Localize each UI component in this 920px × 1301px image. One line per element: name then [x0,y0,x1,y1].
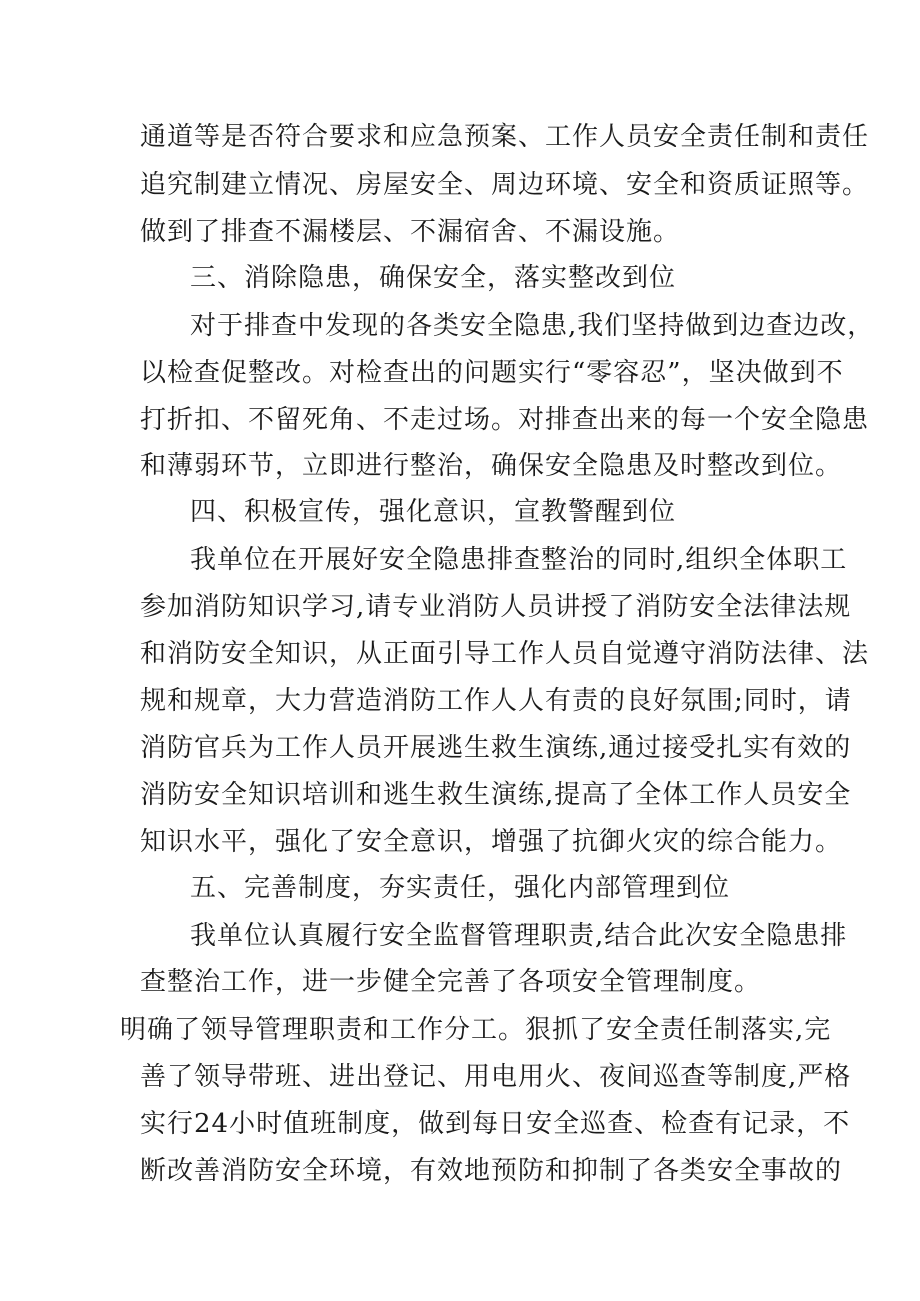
text-line: 通道等是否符合要求和应急预案、工作人员安全责任制和责任 [140,122,870,152]
text-line: 追究制建立情况、房屋安全、周边环境、安全和资质证照等。 [140,170,870,200]
text-line: 参加消防知识学习,请专业消防人员讲授了消防安全法律法规 [140,592,852,622]
section-heading-3: 三、消除隐患，确保安全，落实整改到位 [190,263,677,293]
text-line: 查整治工作，进一步健全完善了各项安全管理制度。 [140,967,762,997]
text-line: 规和规章，大力营造消防工作人人有责的良好氛围;同时，请 [140,686,852,716]
text-line: 我单位认真履行安全监督管理职责,结合此次安全隐患排 [190,921,848,951]
section-heading-5: 五、完善制度，夯实责任，强化内部管理到位 [190,873,731,903]
text-line: 以检查促整改。对检查出的问题实行“零容忍”，坚决做到不 [140,358,844,388]
text-line: 消防官兵为工作人员开展逃生救生演练,通过接受扎实有效的 [140,733,852,763]
text-line: 我单位在开展好安全隐患排查整治的同时,组织全体职工 [190,545,848,575]
text-line: 实行24小时值班制度，做到每日安全巡查、检查有记录，不 [140,1109,851,1139]
text-line: 知识水平，强化了安全意识，增强了抗御火灾的综合能力。 [140,827,843,857]
text-line: 打折扣、不留死角、不走过场。对排查出来的每一个安全隐患 [140,405,870,435]
text-line: 断改善消防安全环境，有效地预防和抑制了各类安全事故的 [140,1156,843,1186]
text-line: 善了领导带班、进出登记、用电用火、夜间巡查等制度,严格 [140,1062,852,1092]
text-line: 做到了排查不漏楼层、不漏宿舍、不漏设施。 [140,217,681,247]
section-heading-4: 四、积极宣传，强化意识，宣教警醒到位 [190,497,677,527]
text-line: 消防安全知识培训和逃生救生演练,提高了全体工作人员安全 [140,780,852,810]
text-line: 和消防安全知识，从正面引导工作人员自觉遵守消防法律、法 [140,639,870,669]
text-line: 明确了领导管理职责和工作分工。狠抓了安全责任制落实,完 [120,1015,832,1045]
text-line: 对于排查中发现的各类安全隐患,我们坚持做到边查边改， [190,311,875,341]
text-line: 和薄弱环节，立即进行整治，确保安全隐患及时整改到位。 [140,451,843,481]
